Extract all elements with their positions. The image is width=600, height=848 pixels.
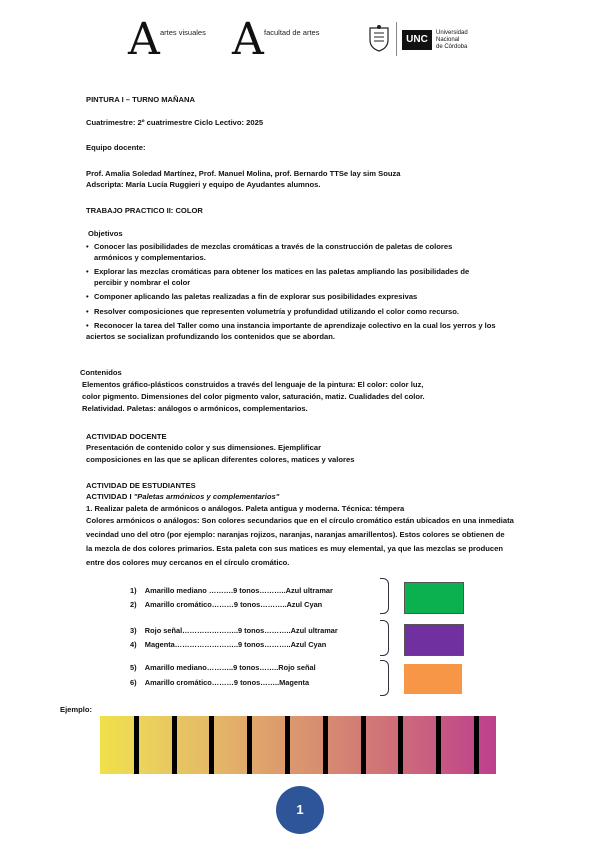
palette-row: 2) Amarillo cromático………9 tonos………..Azul Cyan — [130, 600, 323, 609]
example-divider — [398, 716, 403, 774]
facultad-de-artes-logo-icon: A — [232, 14, 264, 65]
objective-item: • Resolver composiciones que representen volumetría y profundidad utilizando el color como recurso. — [86, 306, 460, 316]
tp-title: TRABAJO PRACTICO II: COLOR — [86, 206, 203, 215]
objective-item: • Componer aplicando las paletas realizadas a fin de explorar sus posibilidades expresivas — [86, 292, 418, 301]
unc-name-line: de Córdoba — [436, 44, 468, 50]
palette-swatch-green — [404, 582, 464, 614]
page-number-badge[interactable]: 1 — [276, 786, 324, 834]
staff-heading: Equipo docente: — [86, 143, 146, 152]
palette-row: 1) Amarillo mediano ……….9 tonos………..Azul ultramar — [130, 586, 333, 595]
palette-swatch-purple — [404, 624, 464, 656]
unc-crest-icon — [368, 24, 390, 52]
unc-name — [436, 30, 468, 51]
objectives-list — [86, 242, 556, 342]
artes-visuales-logo-text: artes visuales — [160, 28, 206, 37]
example-divider — [323, 716, 328, 774]
unc-logo-box: UNC — [402, 30, 432, 50]
palette-brace — [380, 660, 389, 696]
example-divider — [247, 716, 252, 774]
palette-row: 4) Magenta……………………..9 tonos………..Azul Cyan — [130, 640, 327, 649]
objectives-heading: Objetivos — [88, 229, 123, 238]
objective-item: • Conocer las posibilidades de mezclas cromáticas a través de la construcción de paletas de colores armónicos y complementarios. — [86, 242, 453, 262]
header-divider — [396, 22, 397, 56]
example-divider — [361, 716, 366, 774]
teacher-activity-line: composiciones en las que se aplican diferentes colores, matices y valores — [86, 455, 355, 464]
teacher-activity-line: Presentación de contenido color y sus dimensiones. Ejemplificar — [86, 443, 322, 452]
activity-line: Colores armónicos o análogos: Son colores secundarios que en el círculo cromático están ubicados en una inmediata — [86, 516, 514, 525]
activity-title: ACTIVIDAD I "Paletas armónicos y complementarios" — [86, 492, 280, 501]
palette-row: 6) Amarillo cromático………9 tonos……..Magenta — [130, 678, 310, 687]
example-divider — [209, 716, 214, 774]
teacher-activity-heading: ACTIVIDAD DOCENTE — [86, 432, 167, 441]
activity-task: 1. Realizar paleta de armónicos o análogos. Paleta antigua y moderna. Técnica: témpera — [86, 504, 405, 513]
contents-heading: Contenidos — [80, 368, 122, 377]
example-divider — [285, 716, 290, 774]
example-divider — [134, 716, 139, 774]
palette-swatch-orange — [404, 664, 462, 694]
palette-brace — [380, 620, 389, 656]
example-divider — [436, 716, 441, 774]
unc-name-line: Nacional — [436, 37, 460, 43]
adscripta-line: Adscripta: María Lucía Ruggieri y equipo de Ayudantes alumnos. — [86, 180, 321, 189]
objective-item: • Reconocer la tarea del Taller como una instancia importante de aprendizaje colectivo en la cual los yerros y los aciertos se socializan profundizando los contenidos que se abordan. — [86, 321, 496, 341]
contents-line: Relatividad. Paletas: análogos o armónicos, complementarios. — [82, 404, 308, 413]
palette-brace — [380, 578, 389, 614]
contents-line: color pigmento. Dimensiones del color pigmento valor, saturación, matiz. Cualidades del color. — [82, 392, 425, 401]
staff-line: Prof. Amalia Soledad Martínez, Prof. Manuel Molina, prof. Bernardo TTSe lay sim Souza — [86, 169, 401, 178]
unc-name-line: Universidad — [436, 30, 468, 36]
activity-line: vecindad uno del otro (por ejemplo: naranjas rojizos, naranjas, naranjas amarillentos). Estos colores se obtienen de — [86, 530, 505, 539]
activity-line: la mezcla de dos colores primarios. Esta paleta con sus matices es muy elemental, ya que las mezclas se producen — [86, 544, 503, 553]
course-title: PINTURA I – TURNO MAÑANA — [86, 95, 195, 104]
palette-row: 5) Amarillo mediano………..9 tonos……..Rojo señal — [130, 663, 316, 672]
student-activity-heading: ACTIVIDAD DE ESTUDIANTES — [86, 481, 196, 490]
contents-line: Elementos gráfico-plásticos construidos a través del lenguaje de la pintura: El color: color luz, — [82, 380, 424, 389]
example-gradient-strip — [100, 716, 496, 774]
palette-row: 3) Rojo señal…………………..9 tonos………..Azul ultramar — [130, 626, 338, 635]
example-label: Ejemplo: — [60, 705, 93, 714]
facultad-de-artes-logo-text: facultad de artes — [264, 28, 320, 37]
course-term: Cuatrimestre: 2º cuatrimestre Ciclo Lectivo: 2025 — [86, 118, 264, 127]
artes-visuales-logo-icon: A — [128, 14, 160, 65]
example-divider — [172, 716, 177, 774]
example-divider — [474, 716, 479, 774]
objective-item: • Explorar las mezclas cromáticas para obtener los matices en las paletas ampliando las posibilidades de percibir y nombrar el color — [86, 267, 470, 287]
activity-line: entre dos colores muy cercanos en el círculo cromático. — [86, 558, 290, 567]
